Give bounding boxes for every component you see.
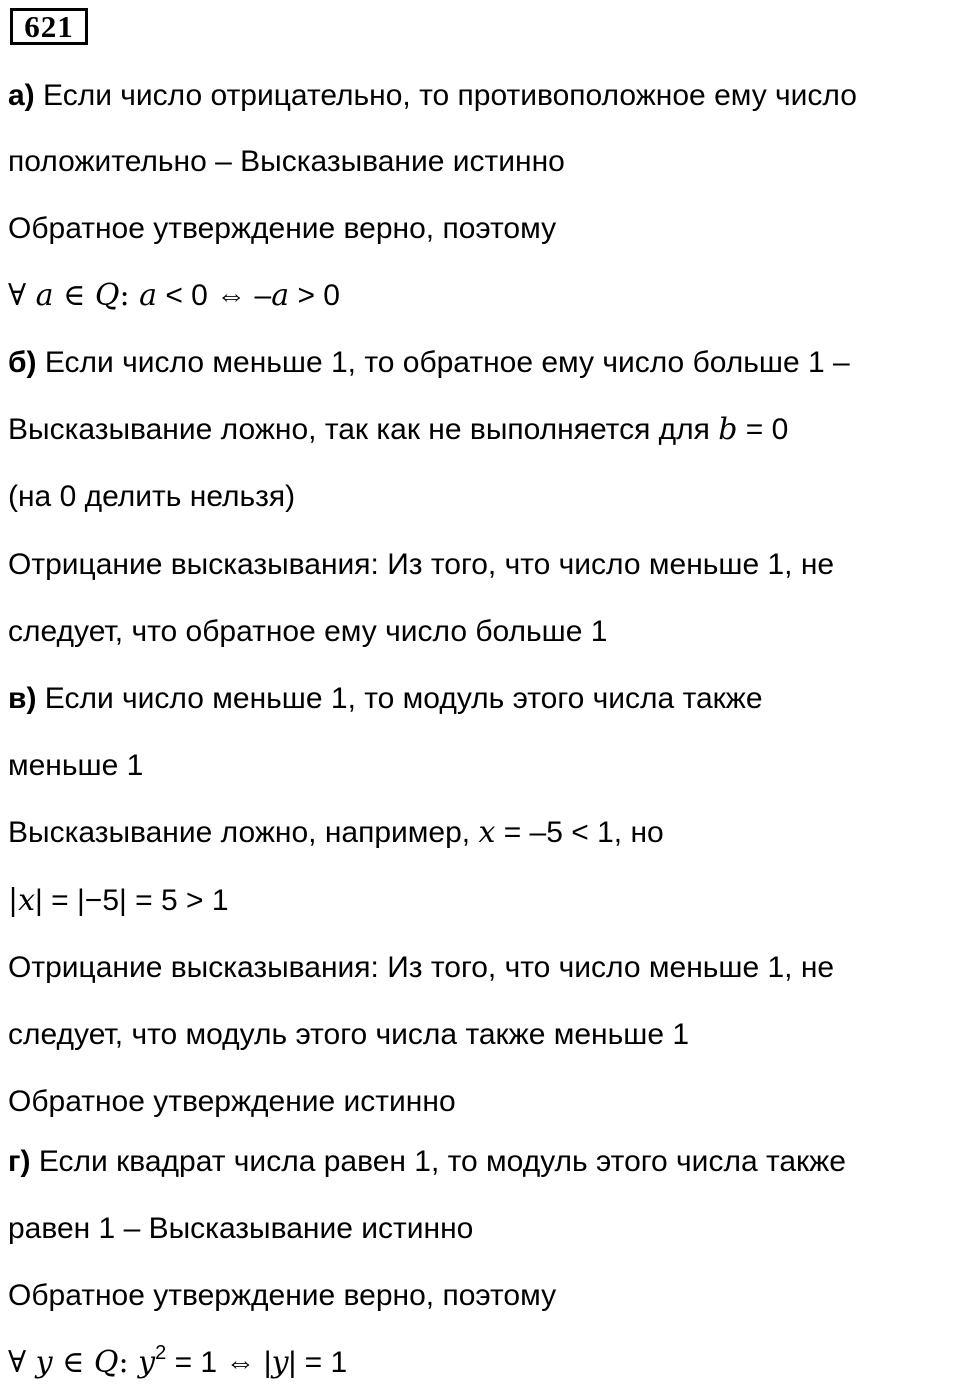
math-var-y: y [35, 1345, 53, 1380]
forall-symbol: ∀ [8, 278, 36, 313]
abs-expression: | = |−5| = 5 > 1 [35, 884, 229, 917]
math-var-a: a [35, 278, 54, 313]
part-b-line-1 [8, 343, 850, 383]
part-v-line-2: меньше 1 [8, 749, 144, 782]
part-b-line-5: следует, что обратное ему число больше 1 [8, 615, 608, 648]
relation-text: = 1 ⇔ | [166, 1346, 272, 1379]
part-b-line-3: (на 0 делить нельзя) [8, 480, 296, 513]
part-a-line-1 [8, 76, 857, 116]
part-a-line-2: положительно – Высказывание истинно [8, 145, 565, 178]
part-v-line-6: следует, что модуль этого числа также меньше 1 [8, 1018, 690, 1051]
part-g-label: г) [8, 1145, 31, 1178]
part-b-text-2: Высказывание ложно, так как не выполняется для [8, 413, 719, 446]
part-v-text-3: Высказывание ложно, например, [8, 816, 479, 849]
abs-bar: | [8, 883, 19, 918]
part-a-label: а) [8, 79, 35, 112]
colon: : [118, 1345, 139, 1380]
math-var-b: b [718, 412, 738, 447]
math-set-q: Q [93, 1345, 119, 1380]
math-var-x: x [18, 883, 36, 918]
part-a-text-1: Если число отрицательно, то противоположное ему число [34, 79, 857, 112]
part-v-text-3-end: = –5 < 1, но [495, 816, 664, 849]
math-var-y: y [138, 1345, 156, 1380]
part-g-formula [8, 1343, 347, 1383]
part-b-line-2 [8, 410, 788, 450]
math-var-y: y [271, 1345, 289, 1380]
part-v-label: в) [8, 682, 37, 715]
relation-text: < 0 ⇔ – [156, 279, 272, 312]
exponent: 2 [155, 1342, 167, 1364]
part-a-formula [8, 276, 340, 316]
part-b-label: б) [8, 346, 37, 379]
part-b-line-4: Отрицание высказывания: Из того, что число меньше 1, не [8, 548, 835, 581]
math-set-q: Q [94, 278, 120, 313]
part-g-line-3: Обратное утверждение верно, поэтому [8, 1279, 557, 1312]
part-v-line-1 [8, 679, 763, 719]
part-v-line-7: Обратное утверждение истинно [8, 1085, 456, 1118]
element-of-symbol: ∈ [52, 1345, 94, 1380]
math-var-a: a [271, 278, 290, 313]
forall-symbol: ∀ [8, 1345, 36, 1380]
part-v-line-4 [8, 881, 229, 921]
part-g-text-1: Если квадрат числа равен 1, то модуль этого числа также [30, 1145, 846, 1178]
part-v-line-3 [8, 813, 664, 853]
part-g-line-1 [8, 1142, 846, 1182]
part-g-line-2: равен 1 – Высказывание истинно [8, 1212, 474, 1245]
relation-text: | = 1 [288, 1346, 348, 1379]
part-a-line-3: Обратное утверждение верно, поэтому [8, 212, 557, 245]
part-b-text-1: Если число меньше 1, то обратное ему число больше 1 – [36, 346, 850, 379]
part-v-line-5: Отрицание высказывания: Из того, что число меньше 1, не [8, 951, 835, 984]
part-b-text-2-end: = 0 [737, 413, 789, 446]
part-v-text-1: Если число меньше 1, то модуль этого числа также [36, 682, 763, 715]
math-var-a: a [139, 278, 157, 313]
relation-text: > 0 [289, 279, 340, 312]
element-of-symbol: ∈ [53, 278, 95, 313]
colon: : [119, 278, 140, 313]
task-number-box: 621 [10, 8, 88, 45]
math-var-x: x [478, 815, 496, 850]
